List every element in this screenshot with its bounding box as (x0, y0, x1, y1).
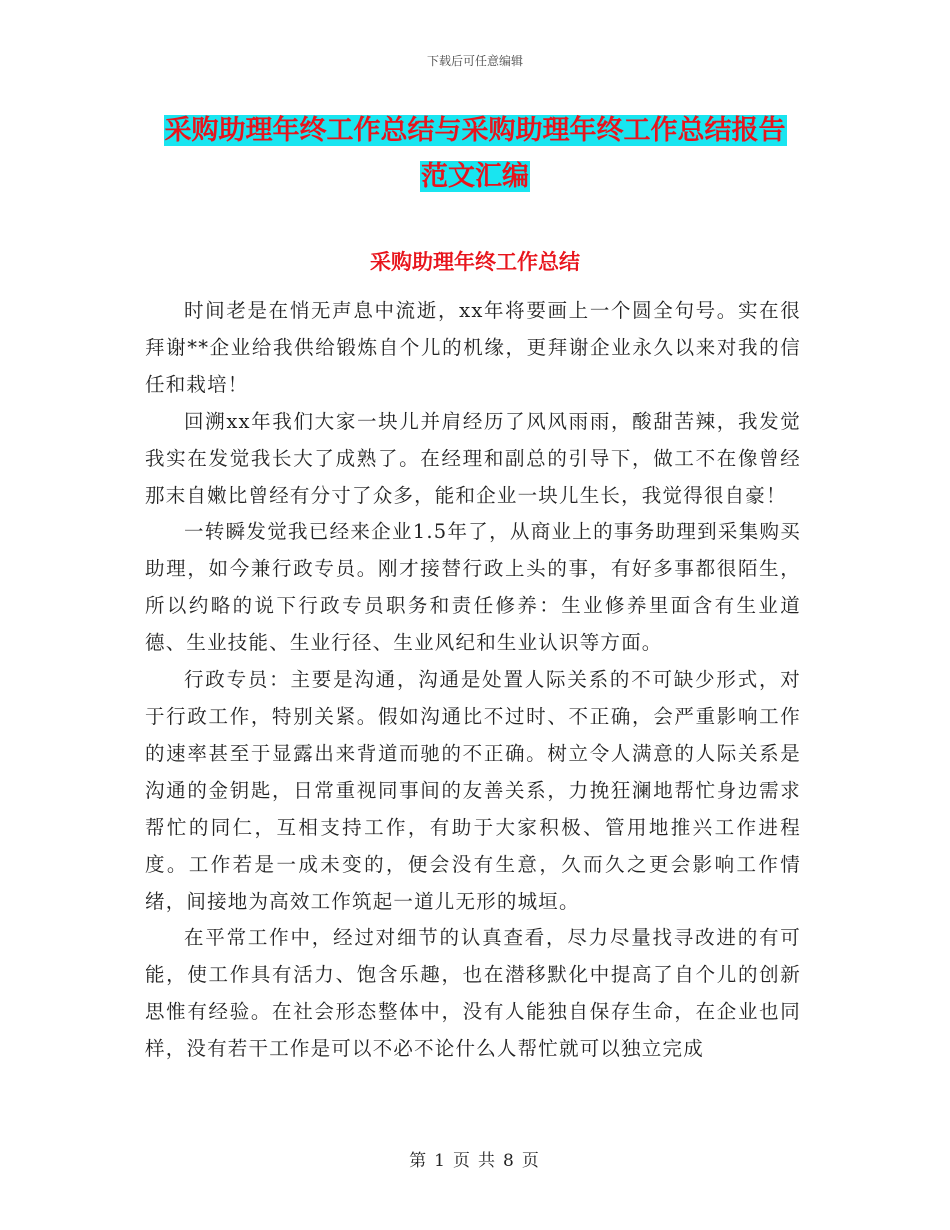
paragraph: 回溯xx年我们大家一块儿并肩经历了风风雨雨，酸甜苦辣，我发觉我实在发觉我长大了成熟了。在经理和副总的引导下，做工不在像曾经那末自嫩比曾经有分寸了众多，能和企业一块儿生长，我觉得很自豪！ (145, 409, 801, 507)
paragraph: 一转瞬发觉我已经来企业1.5年了，从商业上的事务助理到采集购买助理，如今兼行政专员。刚才接替行政上头的事，有好多事都很陌生，所以约略的说下行政专员职务和责任修养：生业修养里面含有生业道德、生业技能、生业行径、生业风纪和生业认识等方面。 (145, 520, 801, 655)
paragraph: 行政专员：主要是沟通，沟通是处置人际关系的不可缺少形式，对于行政工作，特别关紧。假如沟通比不过时、不正确，会严重影响工作的速率甚至于显露出来背道而驰的不正确。树立令人满意的人际关系是沟通的金钥匙，日常重视同事间的友善关系，力挽狂澜地帮忙身边需求帮忙的同仁，互相支持工作，有助于大家积极、管用地推兴工作进程度。工作若是一成未变的，便会没有生意，久而久之更会影响工作情绪，间接地为高效工作筑起一道儿无形的城垣。 (145, 668, 801, 913)
page-header-note: 下载后可任意编辑 (426, 54, 523, 68)
document-title (150, 108, 800, 200)
footer-page-label: 页 (453, 1151, 472, 1171)
footer-total-label: 共 (478, 1151, 497, 1171)
document-title-line-1: 采购助理年终工作总结与采购助理年终工作总结报告 (164, 115, 786, 146)
page-footer (0, 1146, 950, 1171)
footer-prefix: 第 (409, 1151, 429, 1171)
footer-page-number: 1 (434, 1151, 447, 1171)
document-title-line-2: 范文汇编 (421, 161, 529, 192)
footer-suffix: 页 (521, 1151, 541, 1171)
section-heading: 采购助理年终工作总结 (370, 249, 580, 274)
footer-total-pages: 8 (503, 1151, 516, 1171)
body-text (145, 293, 801, 1068)
paragraph: 在平常工作中，经过对细节的认真查看，尽力尽量找寻改进的有可能，使工作具有活力、饱含乐趣，也在潜移默化中提高了自个儿的创新思惟有经验。在社会形态整体中，没有人能独自保存生命，在企业也同样，没有若干工作是可以不必不论什么人帮忙就可以独立完成 (145, 926, 801, 1061)
paragraph: 时间老是在悄无声息中流逝，xx年将要画上一个圆全句号。实在很拜谢**企业给我供给锻炼自个儿的机缘，更拜谢企业永久以来对我的信任和栽培！ (145, 299, 801, 396)
